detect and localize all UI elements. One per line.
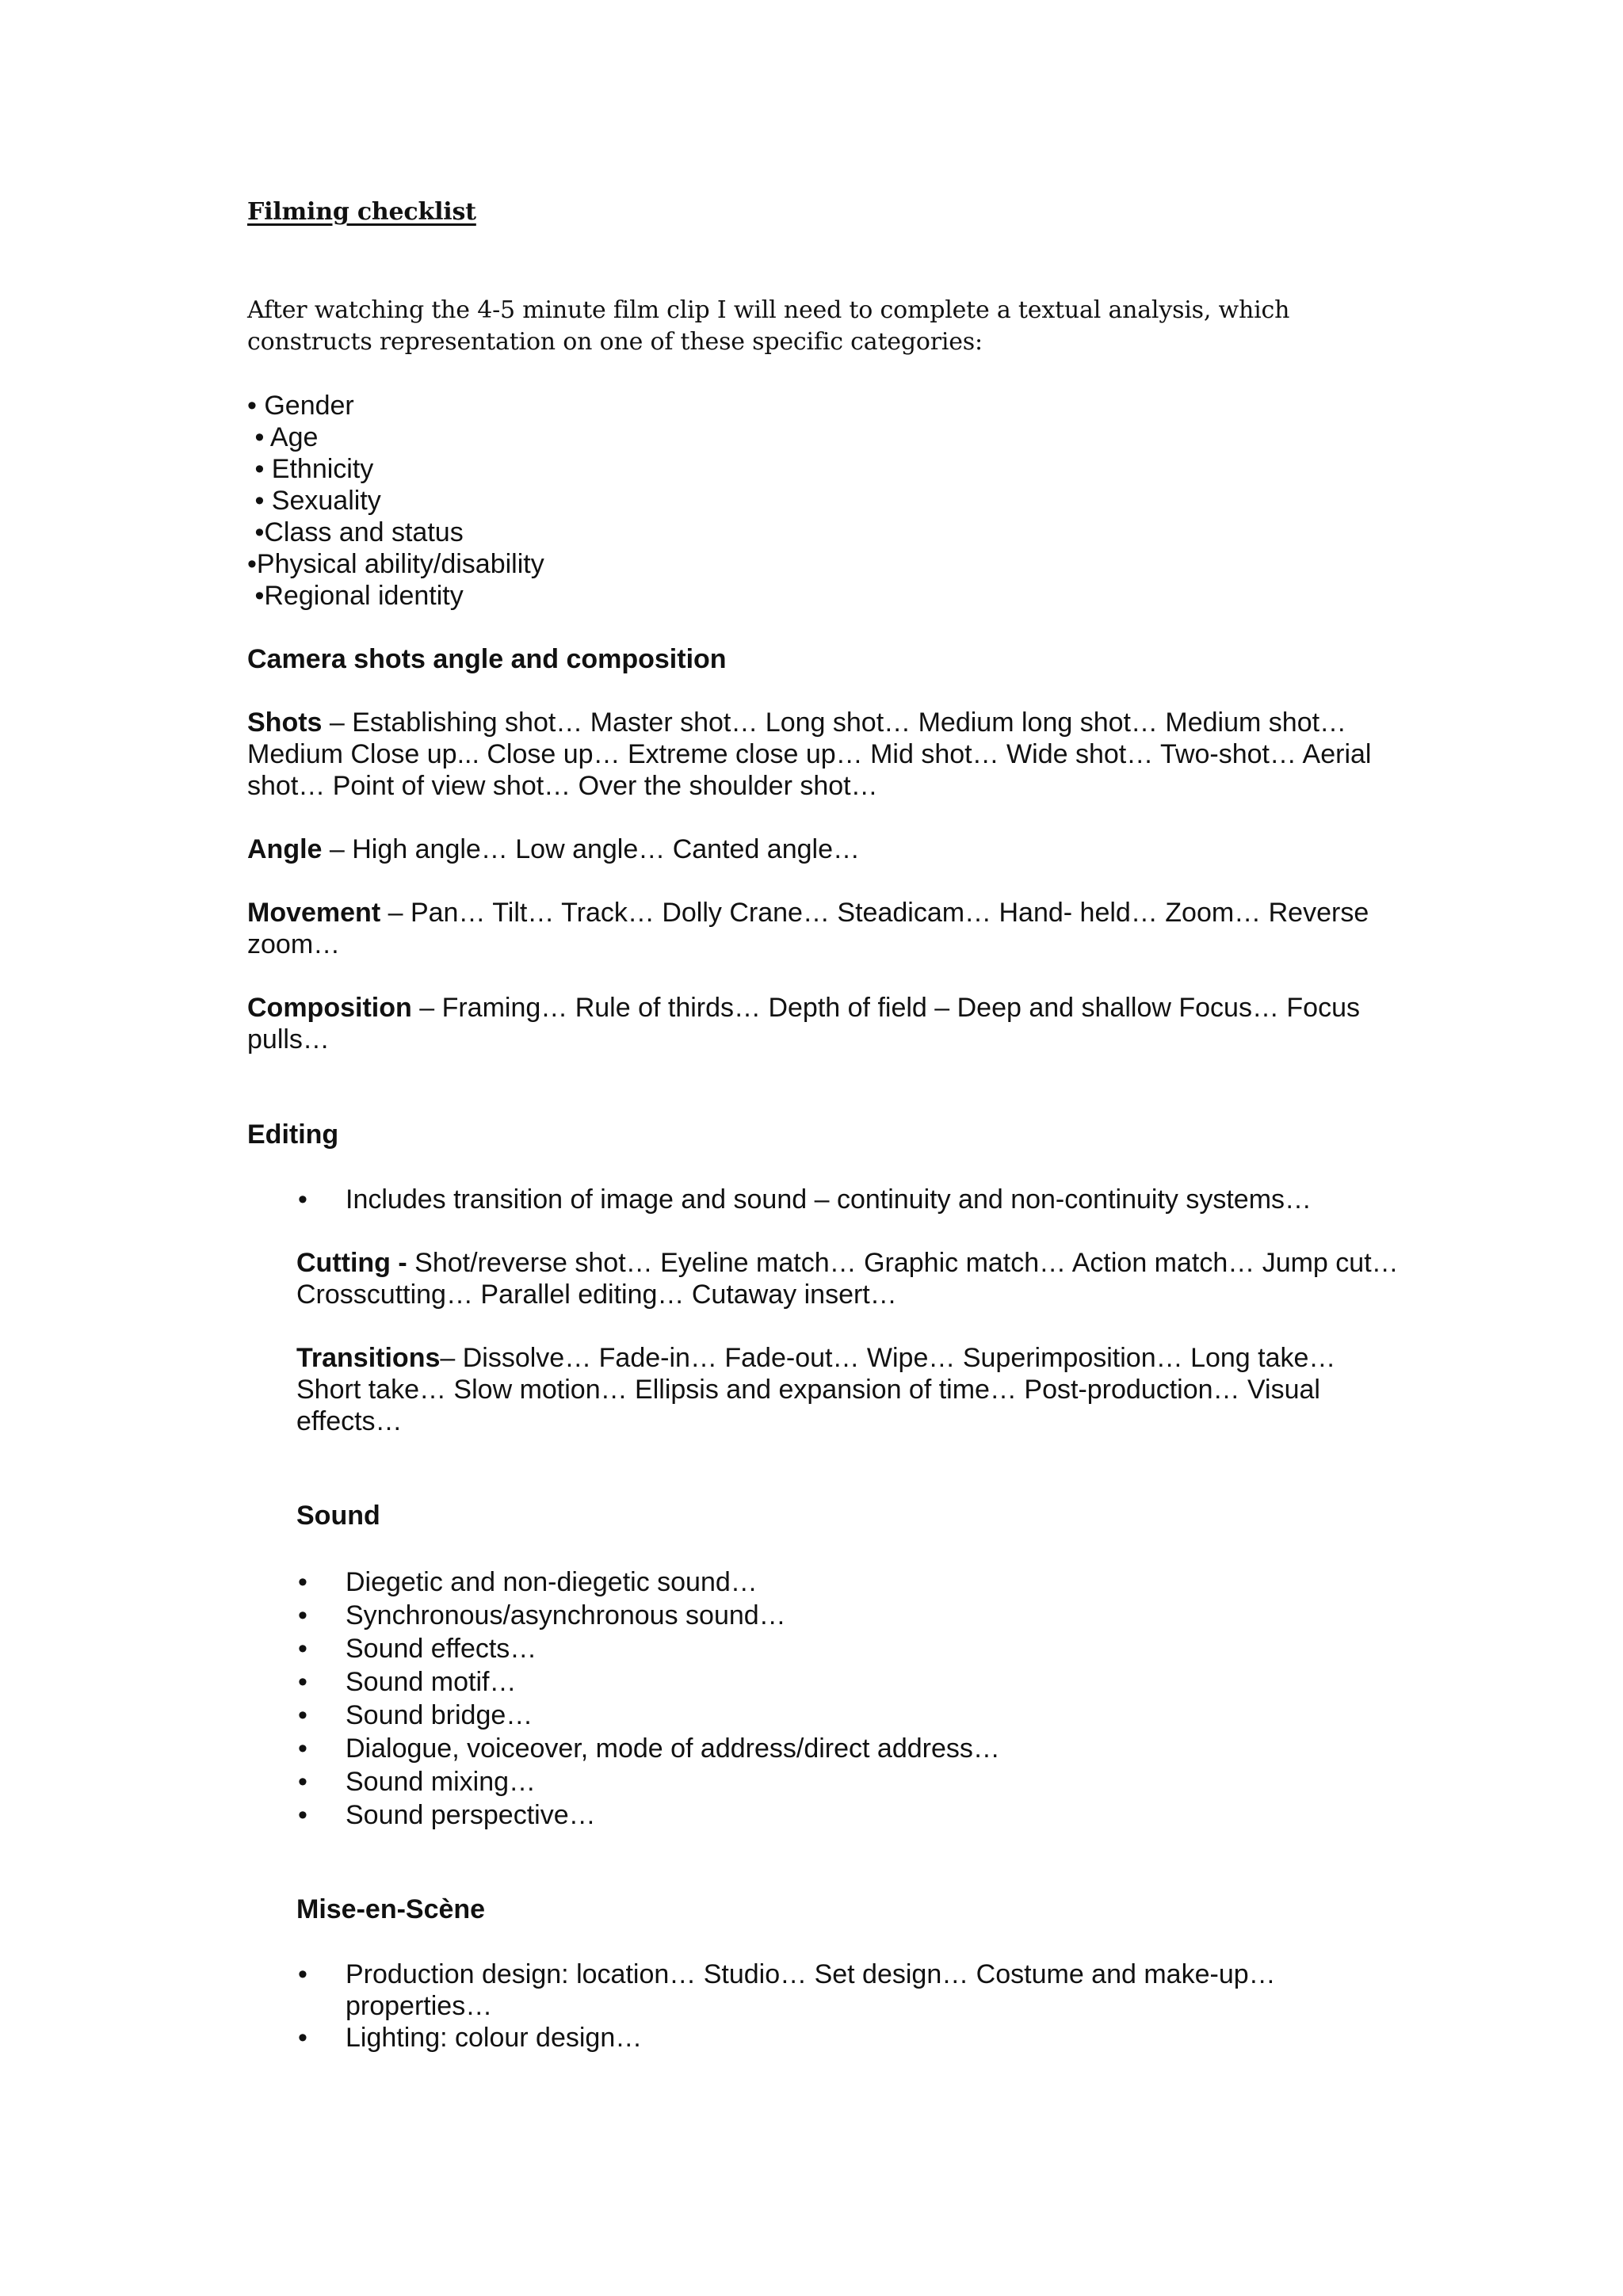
mise-en-scene-heading: Mise-en-Scène — [296, 1894, 486, 1924]
list-item: • Sound bridge… — [298, 1700, 533, 1730]
mise-en-scene-bullet-list — [296, 1958, 1398, 2054]
editing-bullet-list — [296, 1184, 1398, 1215]
bullet-marker: • — [298, 1800, 307, 1830]
list-item: •Class and status — [247, 517, 464, 547]
angle-label: Angle — [247, 834, 323, 864]
composition-paragraph — [247, 992, 1388, 1055]
composition-text: – Framing… Rule of thirds… Depth of field – Deep and shallow Focus… Focus pulls… — [247, 993, 1360, 1055]
shots-paragraph — [247, 707, 1388, 802]
bullet-marker: • — [298, 1567, 307, 1597]
movement-paragraph — [247, 897, 1388, 960]
bullet-marker: • — [298, 1667, 307, 1697]
list-item: • Sexuality — [247, 486, 381, 516]
bullet-marker: • — [298, 2023, 307, 2053]
bullet-marker: • — [298, 1767, 307, 1797]
bullet-marker: • — [298, 1184, 307, 1215]
list-item: • Production design: location… Studio… Set design… Costume and make-up… properties… — [298, 1959, 1276, 2021]
bullet-marker: • — [298, 1700, 307, 1730]
sound-heading: Sound — [296, 1501, 380, 1531]
list-item: • Sound motif… — [298, 1667, 517, 1697]
angle-paragraph — [247, 833, 1388, 865]
editing-heading: Editing — [247, 1119, 339, 1150]
list-item: • Gender — [247, 391, 354, 421]
list-item: • Dialogue, voiceover, mode of address/direct address… — [298, 1733, 1000, 1764]
shots-text: – Establishing shot… Master shot… Long shot… Medium long shot… Medium shot… Medium Close up... Close up… Extreme close up… Mid shot… Wide shot… Two-shot… Aerial shot… Point of view shot… Over the shoulder shot… — [247, 707, 1372, 801]
bullet-marker: • — [298, 1959, 307, 1989]
cutting-text: Shot/reverse shot… Eyeline match… Graphic match… Action match… Jump cut… Crosscutting… Parallel editing… Cutaway insert… — [296, 1248, 1399, 1310]
transitions-paragraph — [296, 1342, 1406, 1437]
sound-bullet-list — [296, 1566, 1398, 1832]
cutting-paragraph — [296, 1247, 1406, 1310]
category-list — [247, 390, 544, 612]
angle-text: – High angle… Low angle… Canted angle… — [322, 834, 860, 864]
list-item: •Physical ability/disability — [247, 549, 544, 579]
transitions-text: – Dissolve… Fade-in… Fade-out… Wipe… Superimposition… Long take… Short take… Slow motion… Ellipsis and expansion of time… Post-production… Visual effects… — [296, 1343, 1336, 1436]
list-item: • Age — [247, 422, 319, 452]
page-title: Filming checklist — [247, 198, 476, 226]
bullet-marker: • — [298, 1634, 307, 1664]
list-item: • Ethnicity — [247, 454, 374, 484]
cutting-label: Cutting - — [296, 1248, 407, 1278]
movement-text: – Pan… Tilt… Track… Dolly Crane… Steadicam… Hand- held… Zoom… Reverse zoom… — [247, 898, 1369, 959]
camera-heading: Camera shots angle and composition — [247, 644, 727, 674]
list-item: • Diegetic and non-diegetic sound… — [298, 1567, 758, 1597]
bullet-marker: • — [298, 1733, 307, 1764]
list-item: • Lighting: colour design… — [298, 2023, 643, 2053]
list-item: •Regional identity — [247, 581, 464, 611]
composition-label: Composition — [247, 993, 412, 1023]
document-page — [247, 0, 1399, 2296]
list-item: • Includes transition of image and sound – continuity and non-continuity systems… — [298, 1184, 1312, 1215]
movement-label: Movement — [247, 898, 381, 928]
bullet-marker: • — [298, 1600, 307, 1630]
list-item: • Sound perspective… — [298, 1800, 596, 1830]
list-item: • Synchronous/asynchronous sound… — [298, 1600, 786, 1630]
intro-paragraph: After watching the 4-5 minute film clip I will need to complete a textual analysis, which constructs representation on one of these specific categories: — [247, 296, 1290, 356]
transitions-label: Transitions — [296, 1343, 441, 1373]
list-item: • Sound effects… — [298, 1634, 537, 1664]
list-item: • Sound mixing… — [298, 1767, 537, 1797]
shots-label: Shots — [247, 707, 323, 738]
